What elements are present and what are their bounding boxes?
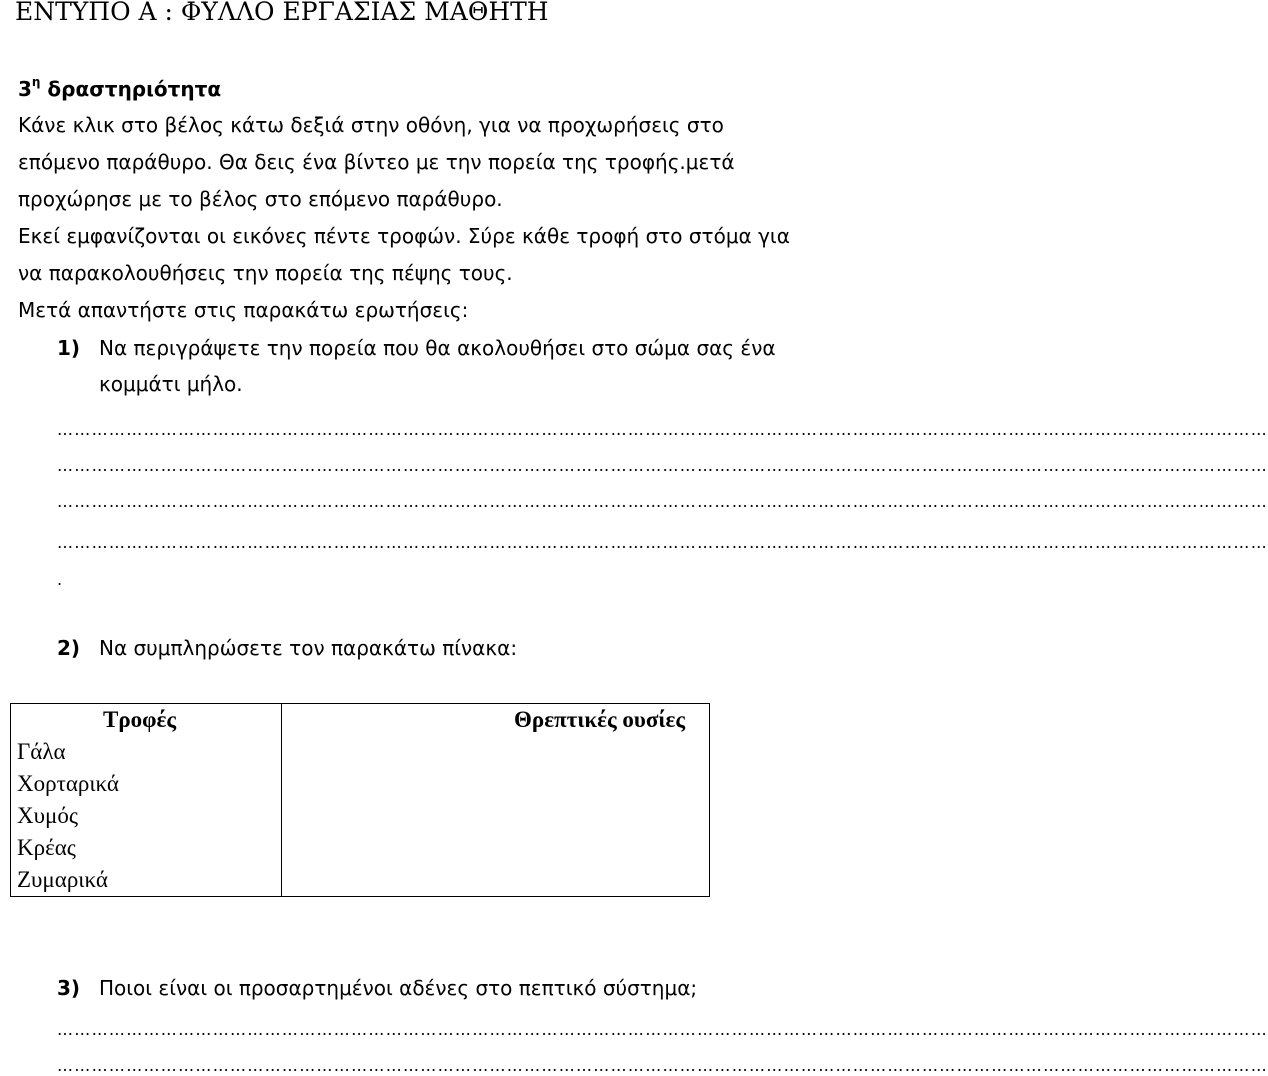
question-2-text: Να συμπληρώσετε τον παρακάτω πίνακα: xyxy=(99,636,518,660)
table-header-row xyxy=(11,704,710,737)
food-cell: Χορταρικά xyxy=(11,768,282,800)
food-cell: Χυμός xyxy=(11,800,282,832)
food-cell: Γάλα xyxy=(11,736,282,768)
instructions xyxy=(18,107,948,329)
page-title: ΕΝΤΥΠΟ Α : ΦΥΛΛΟ ΕΡΓΑΣΙΑΣ ΜΑΘΗΤΗ xyxy=(15,0,549,26)
food-cell: Κρέας xyxy=(11,832,282,864)
activity-label: δραστηριότητα xyxy=(40,77,222,101)
question-1-continuation: κομμάτι μήλο. xyxy=(99,372,243,396)
question-1-text: Να περιγράψετε την πορεία που θα ακολουθήσει στο σώμα σας ένα xyxy=(99,336,776,360)
nutrient-cell[interactable] xyxy=(282,800,710,832)
food-cell: Ζυμαρικά xyxy=(11,864,282,897)
nutrient-cell[interactable] xyxy=(282,736,710,768)
nutrient-cell[interactable] xyxy=(282,832,710,864)
question-2 xyxy=(57,630,517,667)
answer-line-q3-1[interactable]: ………………………………………………………………………………………………………………………………………………………………………………………… xyxy=(57,1020,1268,1039)
question-3 xyxy=(57,970,697,1007)
instruction-line: να παρακολουθήσεις την πορεία της πέψης τους. xyxy=(18,261,513,285)
question-1 xyxy=(57,330,776,367)
answer-line-4[interactable]: ………………………………………………………………………………………………………………………………………………………………………………………… xyxy=(57,533,1268,552)
nutrients-table xyxy=(10,703,710,897)
header-nutrients: Θρεπτικές ουσίες xyxy=(514,707,686,732)
table-row xyxy=(11,832,710,864)
answer-line-q3-2[interactable]: ………………………………………………………………………………………………………………………………………………………………………………………… xyxy=(57,1056,1268,1075)
activity-heading xyxy=(18,71,221,108)
instruction-line: προχώρησε με το βέλος στο επόμενο παράθυρο. xyxy=(18,187,503,211)
table-row xyxy=(11,800,710,832)
answer-line-2[interactable]: ………………………………………………………………………………………………………………………………………………………………………………………… xyxy=(57,456,1268,475)
nutrient-cell[interactable] xyxy=(282,768,710,800)
question-1-number: 1) xyxy=(57,336,81,360)
answer-line-end: . xyxy=(57,570,64,589)
instruction-line: επόμενο παράθυρο. Θα δεις ένα βίντεο με την πορεία της τροφής.μετά xyxy=(18,150,735,174)
instruction-line: Εκεί εμφανίζονται οι εικόνες πέντε τροφών. Σύρε κάθε τροφή στο στόμα για xyxy=(18,224,790,248)
table-row xyxy=(11,768,710,800)
question-2-number: 2) xyxy=(57,636,81,660)
answer-line-1[interactable]: ………………………………………………………………………………………………………………………………………………………………………………………… xyxy=(57,420,1268,439)
header-foods: Τροφές xyxy=(11,704,282,737)
table-row xyxy=(11,864,710,897)
activity-superscript: η xyxy=(31,75,41,90)
answer-line-3[interactable]: ………………………………………………………………………………………………………………………………………………………………………………………… xyxy=(57,492,1268,511)
instruction-line: Κάνε κλικ στο βέλος κάτω δεξιά στην οθόνη, για να προχωρήσεις στο xyxy=(18,113,724,137)
nutrient-cell[interactable] xyxy=(282,864,710,897)
question-3-text: Ποιοι είναι οι προσαρτημένοι αδένες στο πεπτικό σύστημα; xyxy=(99,976,698,1000)
instruction-line: Μετά απαντήστε στις παρακάτω ερωτήσεις: xyxy=(18,298,469,322)
table-row xyxy=(11,736,710,768)
activity-number: 3 xyxy=(18,77,32,101)
question-3-number: 3) xyxy=(57,976,81,1000)
